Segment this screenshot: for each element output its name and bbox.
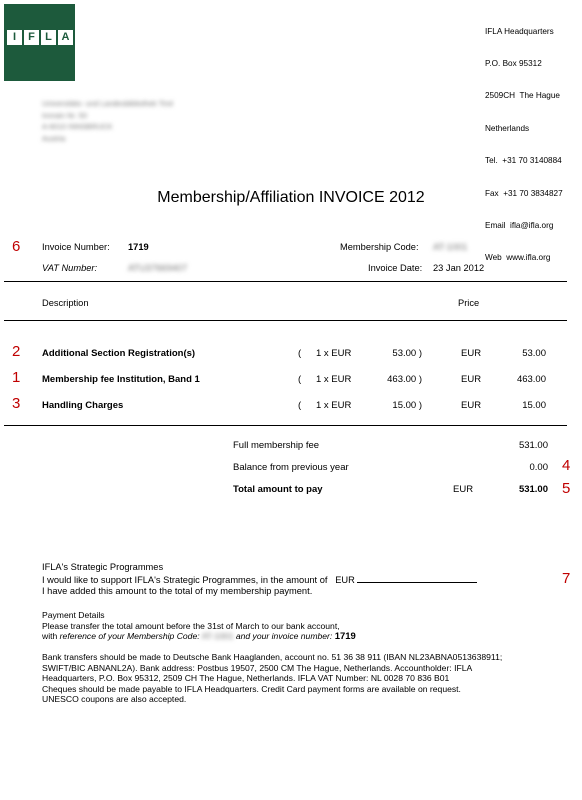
membership-code: AT-1001 bbox=[433, 242, 468, 252]
bank-details bbox=[42, 652, 502, 705]
bank-line: Headquarters, P.O. Box 95312, 2509 CH The Hague, Netherlands. IFLA VAT Number: NL 0028 70 836 B01 bbox=[42, 673, 450, 684]
strategic-heading: IFLA's Strategic Programmes bbox=[42, 562, 164, 572]
marker-2: 2 bbox=[12, 343, 21, 360]
recipient-line: Universitäts- und Landesbibliothek Tirol bbox=[42, 99, 173, 108]
payment-code: AT-1001 bbox=[201, 631, 234, 641]
logo-letter: F bbox=[24, 30, 39, 45]
balance-label: Balance from previous year bbox=[233, 462, 349, 473]
logo-letter: L bbox=[41, 30, 56, 45]
payment-with: with bbox=[42, 631, 60, 641]
marker-7: 7 bbox=[562, 570, 571, 587]
hq-line: Email ifla@ifla.org bbox=[485, 220, 554, 230]
hq-line: Web www.ifla.org bbox=[485, 253, 551, 263]
hq-line: IFLA Headquarters bbox=[485, 26, 554, 36]
total-currency: EUR bbox=[453, 484, 474, 495]
payment-ref: reference of your Membership Code: bbox=[59, 631, 200, 641]
item-qty: 1 x EUR bbox=[316, 348, 352, 359]
invoice-date-label: Invoice Date: bbox=[368, 263, 423, 273]
marker-4: 4 bbox=[562, 457, 571, 474]
invoice-number-label: Invoice Number: bbox=[42, 242, 110, 252]
hq-line: Netherlands bbox=[485, 123, 530, 133]
item-currency: EUR bbox=[461, 348, 482, 359]
recipient-address bbox=[42, 98, 173, 144]
bank-line: SWIFT/BIC ABNANL2A). Bank address: Postbus 19507, 2500 CM The Hague, Netherlands. Accountholder: IFLA bbox=[42, 662, 473, 673]
hq-line: Tel. +31 70 3140884 bbox=[485, 156, 562, 166]
column-price: Price bbox=[458, 298, 480, 308]
hq-line: Fax +31 70 3834827 bbox=[485, 188, 563, 198]
balance-value: 0.00 bbox=[529, 462, 548, 473]
divider bbox=[4, 320, 567, 321]
strategic-currency: EUR bbox=[335, 575, 355, 585]
payment-mid: and your invoice number: bbox=[235, 631, 333, 641]
item-amount: 15.00 bbox=[522, 400, 546, 411]
recipient-line: A-6010 INNSBRUCK bbox=[42, 122, 113, 131]
payment-section bbox=[42, 610, 356, 643]
bank-line: Cheques should be made payable to IFLA Headquarters. Credit Card payment forms are available on request. bbox=[42, 683, 461, 694]
invoice-date: 23 Jan 2012 bbox=[433, 263, 485, 273]
payment-invoice-number: 1719 bbox=[334, 631, 356, 642]
invoice-title: Membership/Affiliation INVOICE 2012 bbox=[157, 189, 425, 206]
item-description: Handling Charges bbox=[42, 400, 124, 411]
item-unit: 53.00 ) bbox=[392, 348, 422, 359]
bank-line: UNESCO coupons are also accepted. bbox=[42, 694, 187, 705]
item-amount: 463.00 bbox=[516, 374, 546, 385]
vat-label: VAT Number: bbox=[42, 263, 98, 273]
column-description: Description bbox=[42, 298, 89, 308]
hq-address bbox=[485, 5, 563, 275]
total-label: Total amount to pay bbox=[233, 484, 323, 495]
strategic-section bbox=[42, 562, 477, 597]
logo-letter: A bbox=[58, 30, 73, 45]
marker-5: 5 bbox=[562, 480, 571, 497]
strategic-amount-field[interactable] bbox=[357, 573, 477, 583]
hq-line: 2509CH The Hague bbox=[485, 91, 560, 101]
payment-line1: Please transfer the total amount before the 31st of March to our bank account, bbox=[42, 620, 340, 631]
item-description: Additional Section Registration(s) bbox=[42, 348, 196, 359]
membership-code-label: Membership Code: bbox=[340, 242, 419, 252]
vat-value: ATU37669407 bbox=[128, 263, 188, 273]
item-qty: 1 x EUR bbox=[316, 400, 352, 411]
marker-1: 1 bbox=[12, 369, 21, 386]
total-value: 531.00 bbox=[518, 484, 548, 495]
item-unit: 15.00 ) bbox=[392, 400, 422, 411]
invoice-number: 1719 bbox=[128, 242, 149, 252]
payment-heading: Payment Details bbox=[42, 610, 105, 620]
item-paren: ( bbox=[298, 374, 302, 385]
item-paren: ( bbox=[298, 400, 302, 411]
hq-line: P.O. Box 95312 bbox=[485, 58, 542, 68]
logo-letter: I bbox=[7, 30, 22, 45]
item-paren: ( bbox=[298, 348, 302, 359]
full-fee-value: 531.00 bbox=[518, 440, 548, 451]
item-description: Membership fee Institution, Band 1 bbox=[42, 374, 200, 385]
payment-line2 bbox=[42, 631, 356, 643]
recipient-line: Austria bbox=[42, 133, 66, 143]
item-unit: 463.00 ) bbox=[387, 374, 422, 385]
strategic-line2: I have added this amount to the total of my membership payment. bbox=[42, 586, 313, 596]
full-fee-label: Full membership fee bbox=[233, 440, 320, 451]
bank-line: Bank transfers should be made to Deutsche Bank Haaglanden, account no. 51 36 38 911 (IBAN NL23ABNA0513638911; bbox=[42, 652, 503, 662]
marker-6: 6 bbox=[12, 238, 21, 255]
recipient-line: Innrain Nr. 50 bbox=[42, 110, 88, 120]
divider bbox=[4, 425, 567, 426]
item-currency: EUR bbox=[461, 374, 482, 385]
marker-3: 3 bbox=[12, 395, 21, 412]
item-qty: 1 x EUR bbox=[316, 374, 352, 385]
strategic-text: I would like to support IFLA's Strategic Programmes, in the amount of bbox=[42, 575, 328, 585]
item-amount: 53.00 bbox=[522, 348, 546, 359]
divider bbox=[4, 281, 567, 282]
ifla-logo bbox=[4, 4, 75, 81]
strategic-line1 bbox=[42, 573, 477, 586]
item-currency: EUR bbox=[461, 400, 482, 411]
